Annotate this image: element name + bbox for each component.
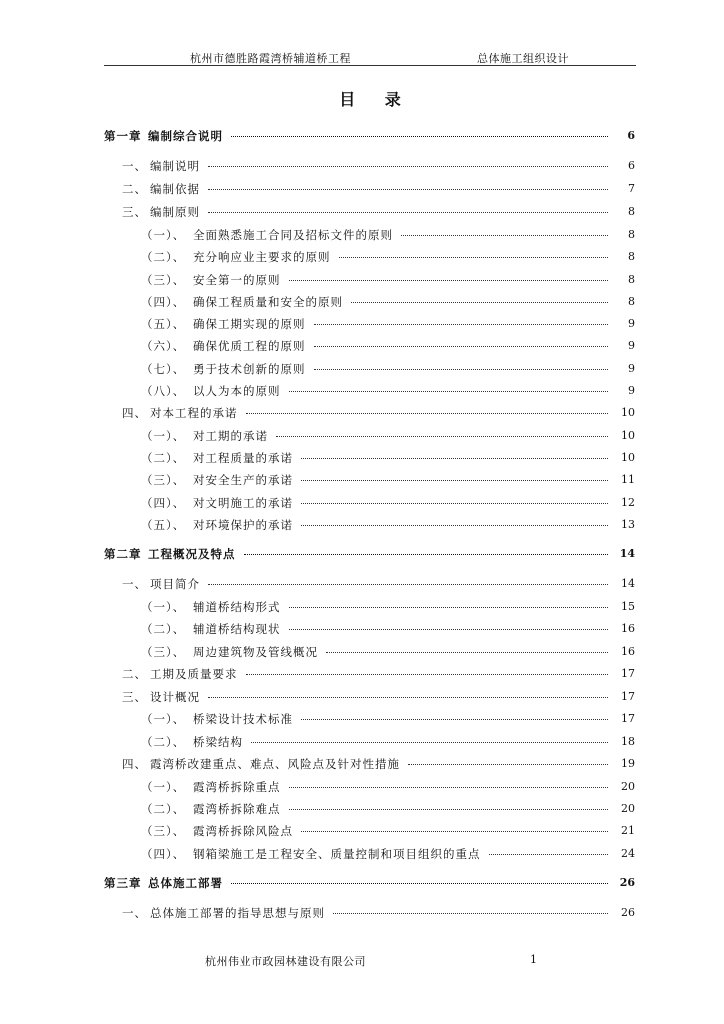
toc-entry-row[interactable] [0,576,724,592]
toc-entry-title: 全面熟悉施工合同及招标文件的原则 [193,228,393,242]
toc-leader-dots [301,480,608,481]
toc-entry-page: 7 [628,182,635,195]
toc-entry-page: 20 [621,780,635,793]
toc-entry-page: 20 [621,802,635,815]
toc-chapter-row[interactable] [0,128,724,144]
toc-entry-row[interactable] [0,181,724,197]
toc-entry-title: 霞湾桥拆除难点 [193,802,281,816]
toc-entry-number: 二、 [122,667,147,681]
toc-entry-title: 编制综合说明 [148,129,223,143]
toc-entry-page: 8 [628,250,635,263]
toc-leader-dots [314,369,608,370]
toc-entry-row[interactable] [0,428,724,444]
toc-entry-row[interactable] [0,801,724,817]
toc-entry-page: 6 [628,159,635,172]
toc-entry-title: 以人为本的原则 [193,384,281,398]
toc-chapter-row[interactable] [0,875,724,891]
toc-entry-page: 24 [621,847,635,860]
toc-entry-title: 对本工程的承诺 [150,406,238,420]
toc-entry-page: 14 [621,577,635,590]
toc-entry-row[interactable] [0,227,724,243]
toc-entry-title: 勇于技术创新的原则 [193,362,306,376]
toc-entry-page: 16 [621,622,635,635]
toc-entry-row[interactable] [0,405,724,421]
toc-entry-number: （一）、 [141,228,186,242]
toc-entry-row[interactable] [0,779,724,795]
footer-company-name: 杭州伟业市政园林建设有限公司 [205,955,366,968]
toc-entry-title: 确保工程质量和安全的原则 [193,295,343,309]
toc-entry-page: 12 [621,496,635,509]
toc-leader-dots [244,554,608,555]
toc-entry-number: （四）、 [141,295,186,309]
toc-leader-dots [301,503,608,504]
toc-entry-title: 霞湾桥拆除风险点 [193,824,293,838]
toc-entry-page: 26 [621,906,635,919]
toc-entry-number: （三）、 [141,473,186,487]
toc-entry-page: 17 [621,667,635,680]
toc-entry-number: 四、 [122,757,147,771]
toc-entry-row[interactable] [0,711,724,727]
toc-entry-page: 8 [628,228,635,241]
toc-entry-title: 辅道桥结构现状 [193,622,281,636]
toc-entry-title: 对工期的承诺 [193,429,268,443]
toc-entry-title: 工程概况及特点 [148,547,236,561]
toc-leader-dots [314,324,608,325]
toc-entry-title: 编制依据 [150,182,200,196]
toc-entry-number: （七）、 [141,362,186,376]
toc-entry-number: 一、 [122,159,147,173]
toc-entry-title: 确保优质工程的原则 [193,339,306,353]
toc-entry-title: 总体施工部署的指导思想与原则 [150,906,325,920]
toc-entry-row[interactable] [0,316,724,332]
toc-entry-number: （三）、 [141,645,186,659]
toc-entry-row[interactable] [0,383,724,399]
toc-entry-number: （四）、 [141,847,186,861]
toc-leader-dots [246,674,608,675]
toc-entry-page: 21 [621,824,635,837]
toc-leader-dots [289,607,608,608]
toc-leader-dots [289,391,608,392]
toc-leader-dots [251,742,608,743]
header-document-type: 总体施工组织设计 [477,52,569,65]
toc-entry-number: 二、 [122,182,147,196]
toc-entry-page: 9 [628,384,635,397]
toc-leader-dots [231,883,608,884]
toc-entry-number: 第三章 [104,876,142,890]
toc-entry-row[interactable] [0,338,724,354]
toc-entry-number: （二）、 [141,250,186,264]
toc-entry-page: 19 [621,757,635,770]
toc-entry-row[interactable] [0,361,724,377]
toc-entry-page: 16 [621,645,635,658]
toc-entry-title: 对工程质量的承诺 [193,451,293,465]
toc-entry-number: （一）、 [141,429,186,443]
toc-entry-title: 周边建筑物及管线概况 [193,645,318,659]
toc-entry-number: （三）、 [141,824,186,838]
toc-entry-number: 三、 [122,690,147,704]
toc-entry-title: 对环境保护的承诺 [193,518,293,532]
toc-entry-row[interactable] [0,294,724,310]
toc-entry-page: 14 [619,547,635,560]
toc-entry-title: 工期及质量要求 [150,667,238,681]
toc-entry-number: 一、 [122,906,147,920]
toc-leader-dots [276,436,608,437]
toc-entry-number: （五）、 [141,317,186,331]
toc-entry-row[interactable] [0,823,724,839]
toc-entry-row[interactable] [0,204,724,220]
toc-entry-page: 9 [628,362,635,375]
toc-leader-dots [326,652,608,653]
toc-entry-page: 17 [621,712,635,725]
toc-leader-dots [208,697,608,698]
toc-leader-dots [289,787,608,788]
toc-entry-title: 安全第一的原则 [193,273,281,287]
toc-entry-title: 总体施工部署 [148,876,223,890]
toc-entry-number: 四、 [122,406,147,420]
toc-leader-dots [289,809,608,810]
toc-leader-dots [301,525,608,526]
toc-entry-number: （三）、 [141,273,186,287]
toc-entry-number: 三、 [122,205,147,219]
toc-entry-title: 霞湾桥拆除重点 [193,780,281,794]
toc-leader-dots [208,212,608,213]
toc-entry-number: （四）、 [141,496,186,510]
toc-entry-number: （一）、 [141,712,186,726]
toc-leader-dots [208,584,608,585]
toc-leader-dots [301,831,608,832]
toc-entry-row[interactable] [0,495,724,511]
toc-entry-title: 设计概况 [150,690,200,704]
toc-entry-title: 充分响应业主要求的原则 [193,250,331,264]
toc-entry-page: 17 [621,690,635,703]
toc-entry-number: （二）、 [141,451,186,465]
toc-leader-dots [301,719,608,720]
toc-leader-dots [208,166,608,167]
toc-entry-row[interactable] [0,689,724,705]
toc-entry-page: 15 [621,600,635,613]
toc-leader-dots [289,280,608,281]
toc-entry-row[interactable] [0,905,724,921]
toc-leader-dots [208,189,608,190]
toc-leader-dots [289,629,608,630]
toc-leader-dots [231,136,608,137]
toc-entry-page: 26 [619,876,635,889]
toc-entry-number: （二）、 [141,622,186,636]
toc-leader-dots [314,346,608,347]
toc-entry-row[interactable] [0,621,724,637]
toc-entry-row[interactable] [0,756,724,772]
toc-leader-dots [351,302,608,303]
toc-entry-page: 8 [628,295,635,308]
toc-entry-title: 霞湾桥改建重点、难点、风险点及针对性措施 [150,757,400,771]
toc-entry-title: 桥梁结构 [193,735,243,749]
toc-entry-page: 18 [621,735,635,748]
toc-entry-page: 6 [627,129,635,142]
toc-entry-number: （二）、 [141,802,186,816]
toc-leader-dots [246,413,608,414]
toc-entry-row[interactable] [0,846,724,862]
toc-entry-page: 8 [628,205,635,218]
toc-entry-title: 对文明施工的承诺 [193,496,293,510]
toc-entry-number: （二）、 [141,735,186,749]
toc-entry-page: 10 [621,406,635,419]
toc-entry-row[interactable] [0,272,724,288]
toc-entry-row[interactable] [0,517,724,533]
toc-entry-row[interactable] [0,599,724,615]
header-project-name: 杭州市德胜路霞湾桥辅道桥工程 [190,52,351,65]
toc-entry-page: 9 [628,339,635,352]
toc-entry-number: （五）、 [141,518,186,532]
toc-entry-number: （六）、 [141,339,186,353]
toc-entry-row[interactable] [0,472,724,488]
toc-entry-title: 对安全生产的承诺 [193,473,293,487]
toc-entry-title: 辅道桥结构形式 [193,600,281,614]
toc-title: 目 录 [339,90,413,109]
toc-entry-number: （八）、 [141,384,186,398]
toc-entry-title: 确保工期实现的原则 [193,317,306,331]
toc-entry-row[interactable] [0,734,724,750]
toc-entry-title: 钢箱梁施工是工程安全、质量控制和项目组织的重点 [193,847,481,861]
toc-chapter-row[interactable] [0,546,724,562]
toc-entry-row[interactable] [0,666,724,682]
toc-entry-row[interactable] [0,644,724,660]
toc-leader-dots [339,257,608,258]
toc-entry-number: （一）、 [141,600,186,614]
toc-entry-title: 桥梁设计技术标准 [193,712,293,726]
footer-page-number: 1 [530,953,537,966]
toc-entry-number: 第一章 [104,129,142,143]
toc-leader-dots [333,913,608,914]
toc-leader-dots [401,235,608,236]
toc-entry-number: 一、 [122,577,147,591]
toc-entry-title: 编制原则 [150,205,200,219]
toc-entry-row[interactable] [0,450,724,466]
toc-entry-page: 13 [621,518,635,531]
toc-entry-title: 编制说明 [150,159,200,173]
toc-leader-dots [301,458,608,459]
toc-entry-page: 8 [628,273,635,286]
toc-entry-page: 10 [621,429,635,442]
toc-entry-row[interactable] [0,158,724,174]
toc-entry-page: 10 [621,451,635,464]
toc-leader-dots [489,854,608,855]
toc-entry-number: （一）、 [141,780,186,794]
toc-entry-row[interactable] [0,249,724,265]
toc-entry-title: 项目简介 [150,577,200,591]
toc-entry-page: 11 [621,473,635,486]
toc-leader-dots [408,764,608,765]
toc-entry-page: 9 [628,317,635,330]
toc-entry-number: 第二章 [104,547,142,561]
